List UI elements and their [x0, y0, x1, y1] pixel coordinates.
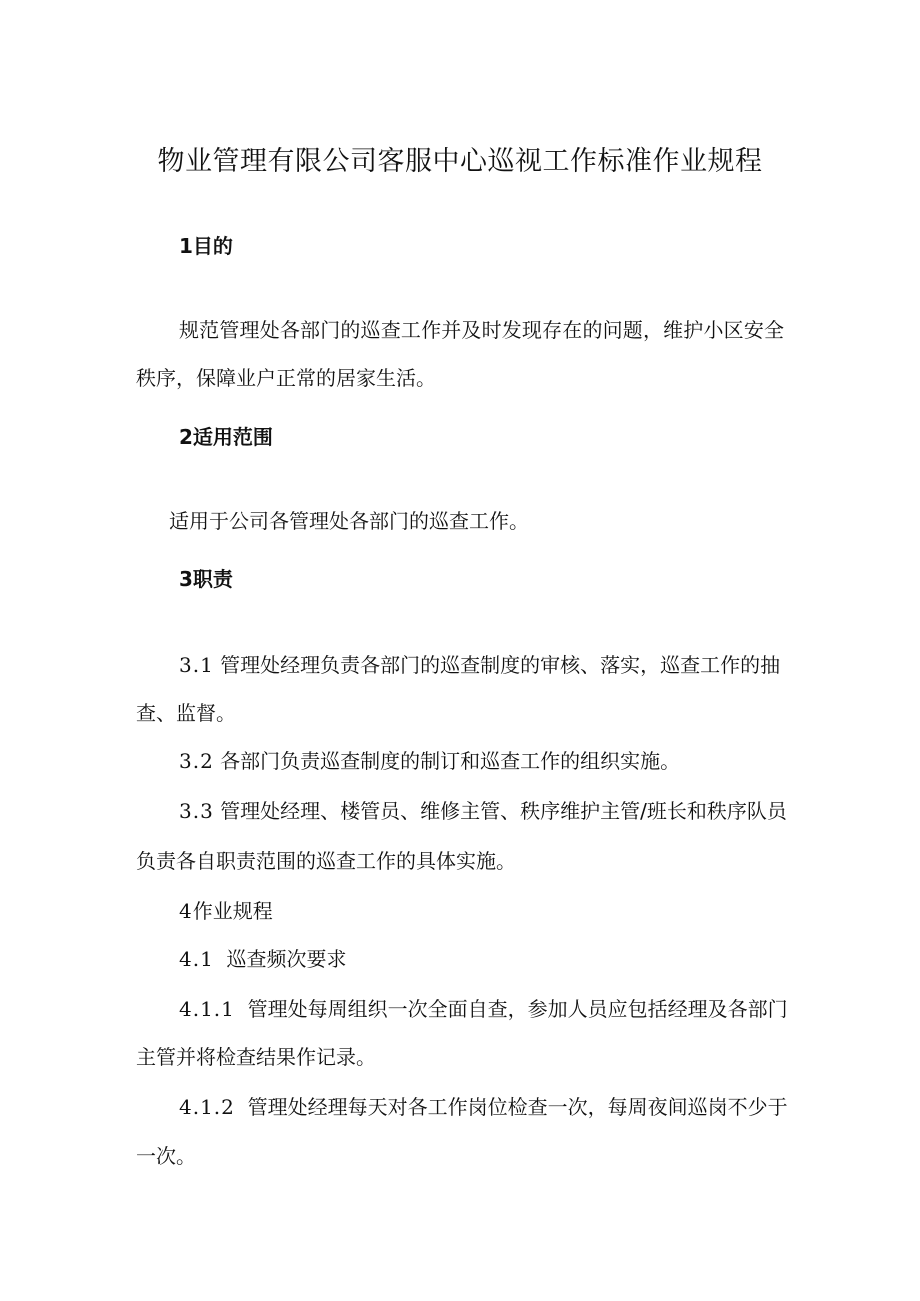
section-3-heading: 3职责 [179, 567, 233, 591]
clause-4-1-text: 巡查频次要求 [226, 947, 347, 971]
clause-3-3-line-1 [179, 796, 787, 826]
clause-3-1-line-1 [179, 650, 780, 680]
clause-3-2-text: 各部门负责巡查制度的制订和巡查工作的组织实施。 [220, 749, 681, 773]
clause-3-3-line-2: 负责各自职责范围的巡查工作的具体实施。 [136, 849, 516, 873]
section-1-paragraph-line-2: 秩序，保障业户正常的居家生活。 [136, 366, 436, 390]
clause-4-1-2-line-1 [179, 1092, 788, 1122]
section-2-heading: 2适用范围 [179, 425, 273, 449]
section-4-number: 4 [179, 899, 193, 923]
clause-4-1-2-number: 4.1.2 [179, 1095, 235, 1119]
clause-3-1-text: 管理处经理负责各部门的巡查制度的审核、落实，巡查工作的抽 [220, 653, 781, 677]
clause-3-3-number: 3.3 [179, 799, 214, 823]
clause-4-1-2-text: 管理处经理每天对各工作岗位检查一次，每周夜间巡岗不少于 [247, 1095, 788, 1119]
clause-4-1-1-line-2: 主管并将检查结果作记录。 [136, 1045, 376, 1069]
document-title: 物业管理有限公司客服中心巡视工作标准作业规程 [157, 146, 763, 177]
clause-4-1-1-line-1 [179, 994, 788, 1024]
clause-4-1-2-line-2: 一次。 [136, 1144, 196, 1168]
section-4-heading [179, 896, 273, 926]
clause-4-1-number: 4.1 [179, 947, 214, 971]
section-2-paragraph: 适用于公司各管理处各部门的巡查工作。 [169, 509, 529, 533]
clause-3-3-text: 管理处经理、楼管员、维修主管、秩序维护主管/班长和秩序队员 [220, 799, 787, 823]
clause-3-1-number: 3.1 [179, 653, 214, 677]
section-4-heading-text: 作业规程 [192, 899, 273, 923]
clause-3-2-number: 3.2 [179, 749, 214, 773]
clause-3-1-line-2: 查、监督。 [136, 701, 236, 725]
section-1-paragraph-line-1: 规范管理处各部门的巡查工作并及时发现存在的问题，维护小区安全 [179, 318, 784, 342]
clause-4-1-1-text: 管理处每周组织一次全面自查，参加人员应包括经理及各部门 [247, 997, 788, 1021]
clause-3-2 [179, 746, 680, 776]
clause-4-1 [179, 944, 347, 974]
clause-4-1-1-number: 4.1.1 [179, 997, 235, 1021]
section-1-heading: 1目的 [179, 234, 233, 258]
